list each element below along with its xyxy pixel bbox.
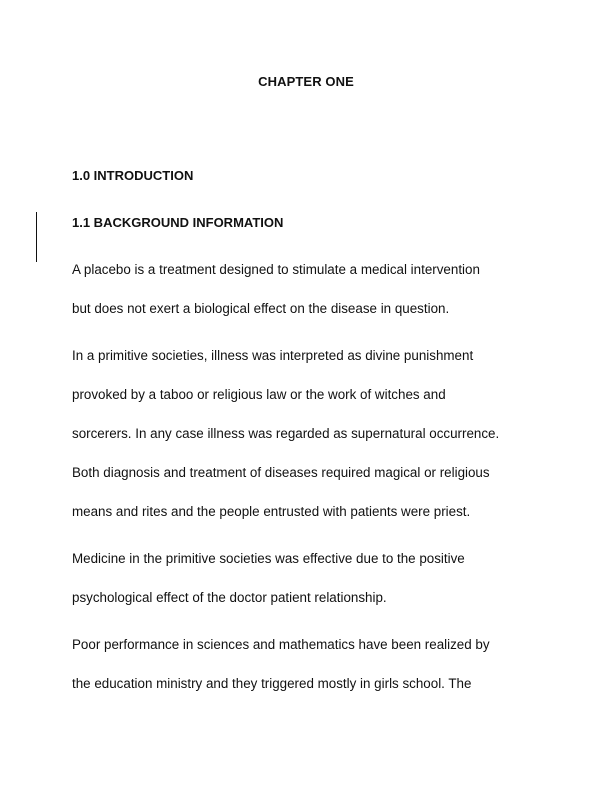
body-text-line: provoked by a taboo or religious law or the work of witches and xyxy=(72,387,446,402)
body-text-line: Both diagnosis and treatment of diseases required magical or religious xyxy=(72,465,490,480)
chapter-title: CHAPTER ONE xyxy=(258,74,354,89)
body-text-line: the education ministry and they triggered mostly in girls school. The xyxy=(72,676,472,691)
revision-change-bar xyxy=(36,212,37,262)
body-text-line: Medicine in the primitive societies was effective due to the positive xyxy=(72,551,465,566)
body-text-line: but does not exert a biological effect on the disease in question. xyxy=(72,301,450,316)
body-text-line: In a primitive societies, illness was interpreted as divine punishment xyxy=(72,348,474,363)
body-text-line: means and rites and the people entrusted with patients were priest. xyxy=(72,504,471,519)
body-text-line: Poor performance in sciences and mathematics have been realized by xyxy=(72,637,490,652)
body-text-line: psychological effect of the doctor patient relationship. xyxy=(72,590,387,605)
section-heading-introduction: 1.0 INTRODUCTION xyxy=(72,168,194,183)
section-heading-background: 1.1 BACKGROUND INFORMATION xyxy=(72,215,284,230)
body-text-line: sorcerers. In any case illness was regarded as supernatural occurrence. xyxy=(72,426,500,441)
body-text-line: A placebo is a treatment designed to stimulate a medical intervention xyxy=(72,262,480,277)
